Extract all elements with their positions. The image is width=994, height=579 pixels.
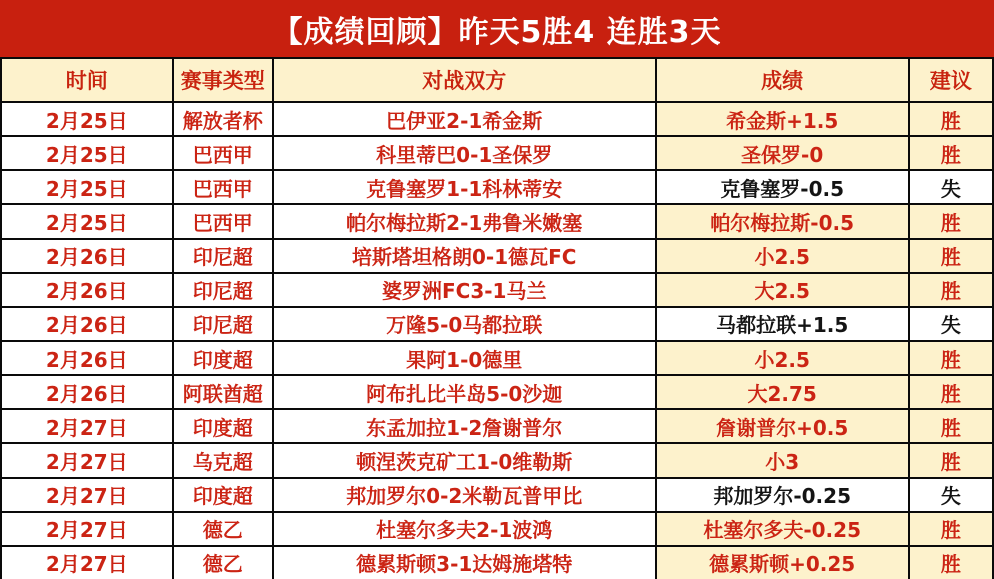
table-row xyxy=(1,409,993,443)
result-cell: 小2.5 xyxy=(656,239,909,273)
match-cell: 培斯塔坦格朗0-1德瓦FC xyxy=(273,239,656,273)
match-cell: 阿布扎比半岛5-0沙迦 xyxy=(273,375,656,409)
match-cell: 邦加罗尔0-2米勒瓦普甲比 xyxy=(273,478,656,512)
column-header-time: 时间 xyxy=(1,58,173,102)
results-tbody xyxy=(1,102,993,579)
league-cell: 印尼超 xyxy=(173,239,273,273)
date-cell: 2月25日 xyxy=(1,102,173,136)
league-cell: 乌克超 xyxy=(173,443,273,477)
table-row xyxy=(1,170,993,204)
verdict-cell: 胜 xyxy=(909,239,993,273)
result-cell: 德累斯顿+0.25 xyxy=(656,546,909,579)
column-header-advice: 建议 xyxy=(909,58,993,102)
verdict-cell: 失 xyxy=(909,170,993,204)
verdict-cell: 胜 xyxy=(909,341,993,375)
verdict-cell: 胜 xyxy=(909,273,993,307)
result-cell: 杜塞尔多夫-0.25 xyxy=(656,512,909,546)
result-cell: 希金斯+1.5 xyxy=(656,102,909,136)
table-row xyxy=(1,307,993,341)
result-cell: 大2.5 xyxy=(656,273,909,307)
match-cell: 帕尔梅拉斯2-1弗鲁米嫩塞 xyxy=(273,204,656,238)
banner-title: 【成绩回顾】昨天5胜4 连胜3天 xyxy=(272,14,722,50)
league-cell: 巴西甲 xyxy=(173,170,273,204)
result-cell: 大2.75 xyxy=(656,375,909,409)
table-row xyxy=(1,341,993,375)
result-cell: 邦加罗尔-0.25 xyxy=(656,478,909,512)
header-row xyxy=(1,58,993,102)
verdict-cell: 胜 xyxy=(909,512,993,546)
league-cell: 解放者杯 xyxy=(173,102,273,136)
result-cell: 詹谢普尔+0.5 xyxy=(656,409,909,443)
verdict-cell: 胜 xyxy=(909,375,993,409)
match-cell: 婆罗洲FC3-1马兰 xyxy=(273,273,656,307)
column-header-league: 赛事类型 xyxy=(173,58,273,102)
date-cell: 2月27日 xyxy=(1,546,173,579)
date-cell: 2月26日 xyxy=(1,273,173,307)
league-cell: 德乙 xyxy=(173,546,273,579)
verdict-cell: 胜 xyxy=(909,102,993,136)
verdict-cell: 失 xyxy=(909,307,993,341)
verdict-cell: 胜 xyxy=(909,409,993,443)
date-cell: 2月27日 xyxy=(1,409,173,443)
verdict-cell: 失 xyxy=(909,478,993,512)
match-cell: 科里蒂巴0-1圣保罗 xyxy=(273,136,656,170)
league-cell: 阿联酋超 xyxy=(173,375,273,409)
table-row xyxy=(1,443,993,477)
result-cell: 圣保罗-0 xyxy=(656,136,909,170)
league-cell: 印度超 xyxy=(173,409,273,443)
table-row xyxy=(1,512,993,546)
table-row xyxy=(1,204,993,238)
league-cell: 德乙 xyxy=(173,512,273,546)
date-cell: 2月25日 xyxy=(1,136,173,170)
results-banner xyxy=(0,0,994,57)
results-table-header xyxy=(1,58,993,102)
match-cell: 万隆5-0马都拉联 xyxy=(273,307,656,341)
date-cell: 2月27日 xyxy=(1,443,173,477)
verdict-cell: 胜 xyxy=(909,443,993,477)
date-cell: 2月25日 xyxy=(1,170,173,204)
league-cell: 巴西甲 xyxy=(173,136,273,170)
match-cell: 果阿1-0德里 xyxy=(273,341,656,375)
match-cell: 东孟加拉1-2詹谢普尔 xyxy=(273,409,656,443)
verdict-cell: 胜 xyxy=(909,136,993,170)
match-cell: 克鲁塞罗1-1科林蒂安 xyxy=(273,170,656,204)
date-cell: 2月25日 xyxy=(1,204,173,238)
date-cell: 2月26日 xyxy=(1,239,173,273)
date-cell: 2月27日 xyxy=(1,512,173,546)
table-row xyxy=(1,478,993,512)
result-cell: 小3 xyxy=(656,443,909,477)
table-row xyxy=(1,102,993,136)
verdict-cell: 胜 xyxy=(909,546,993,579)
match-cell: 巴伊亚2-1希金斯 xyxy=(273,102,656,136)
table-row xyxy=(1,546,993,579)
column-header-result: 成绩 xyxy=(656,58,909,102)
date-cell: 2月27日 xyxy=(1,478,173,512)
date-cell: 2月26日 xyxy=(1,375,173,409)
match-cell: 杜塞尔多夫2-1波鸿 xyxy=(273,512,656,546)
league-cell: 印度超 xyxy=(173,341,273,375)
table-row xyxy=(1,136,993,170)
result-cell: 克鲁塞罗-0.5 xyxy=(656,170,909,204)
league-cell: 巴西甲 xyxy=(173,204,273,238)
result-cell: 小2.5 xyxy=(656,341,909,375)
date-cell: 2月26日 xyxy=(1,307,173,341)
results-table xyxy=(0,57,994,579)
match-cell: 德累斯顿3-1达姆施塔特 xyxy=(273,546,656,579)
league-cell: 印度超 xyxy=(173,478,273,512)
league-cell: 印尼超 xyxy=(173,307,273,341)
date-cell: 2月26日 xyxy=(1,341,173,375)
match-cell: 顿涅茨克矿工1-0维勒斯 xyxy=(273,443,656,477)
result-cell: 帕尔梅拉斯-0.5 xyxy=(656,204,909,238)
table-row xyxy=(1,375,993,409)
verdict-cell: 胜 xyxy=(909,204,993,238)
table-row xyxy=(1,239,993,273)
result-cell: 马都拉联+1.5 xyxy=(656,307,909,341)
league-cell: 印尼超 xyxy=(173,273,273,307)
column-header-match: 对战双方 xyxy=(273,58,656,102)
table-row xyxy=(1,273,993,307)
